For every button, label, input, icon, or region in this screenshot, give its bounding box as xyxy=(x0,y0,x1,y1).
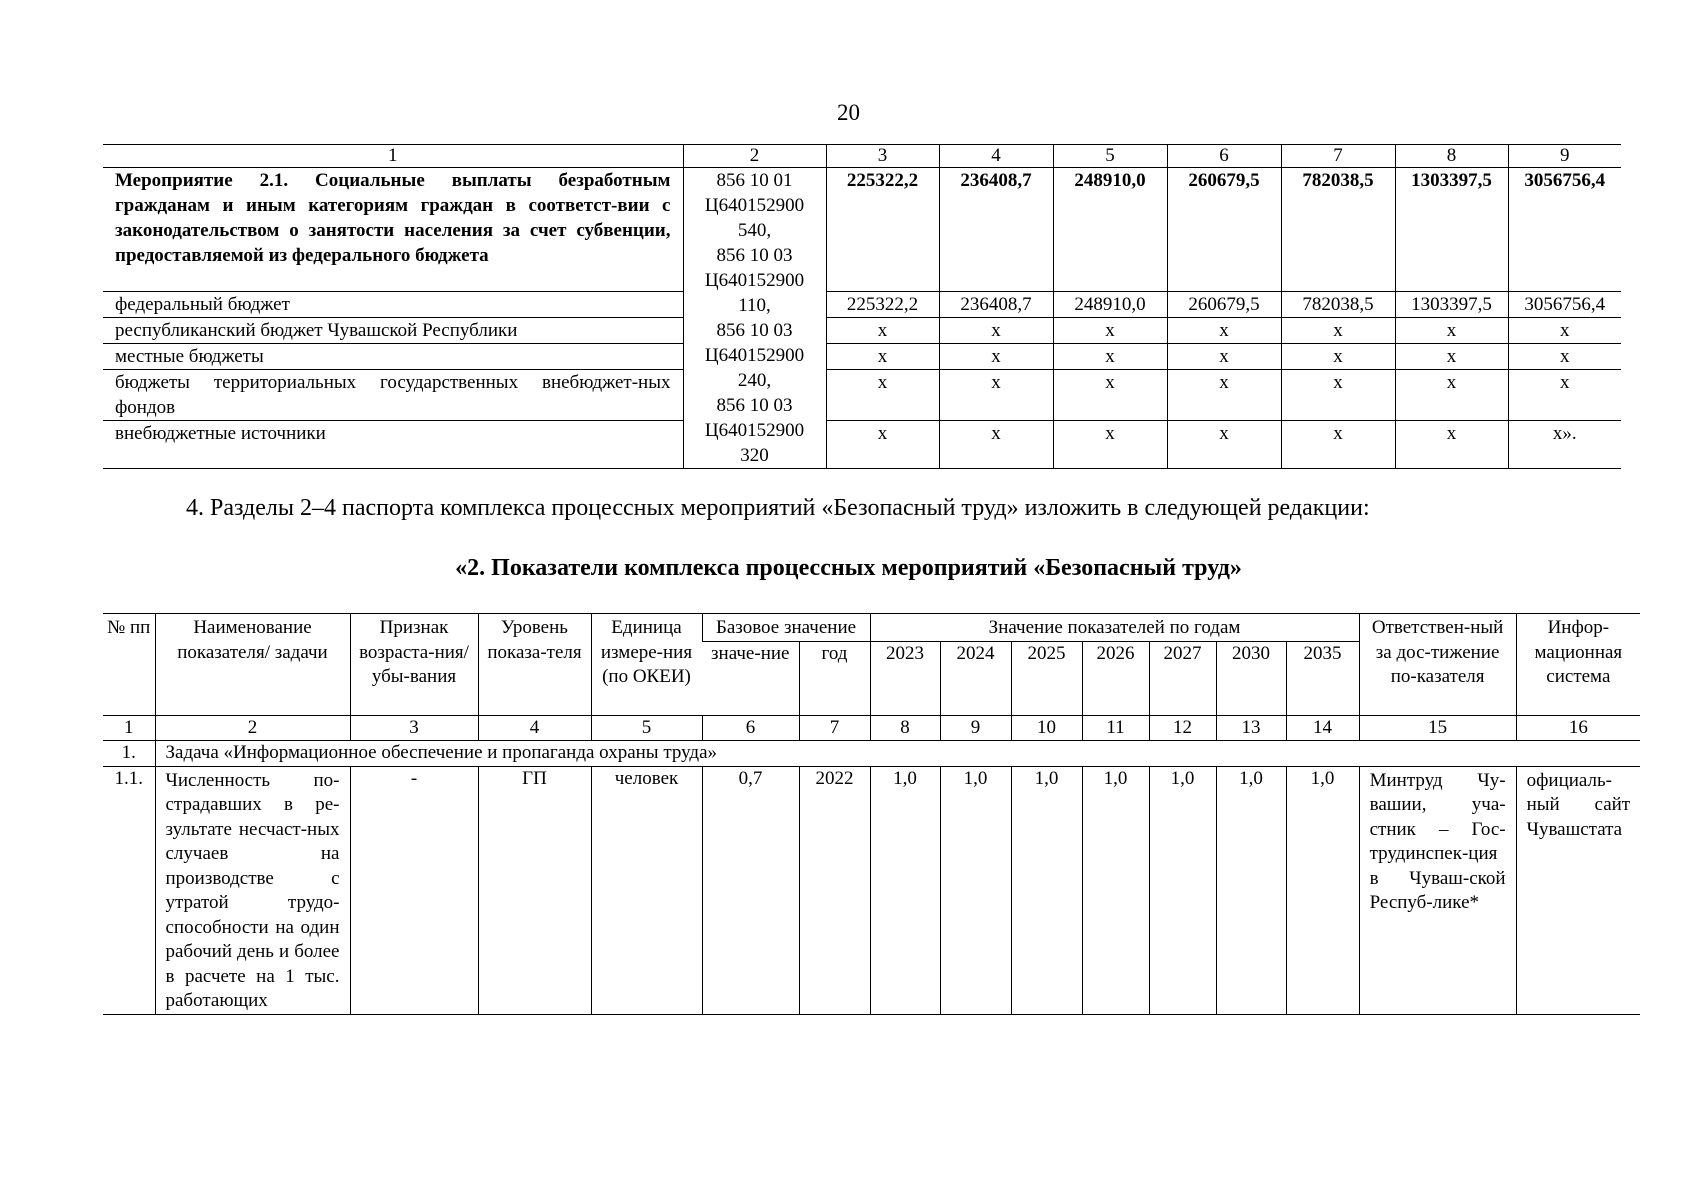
value-cell: x xyxy=(1395,370,1508,421)
code-line: 856 10 01 xyxy=(716,170,793,191)
col-number: 9 xyxy=(940,715,1011,741)
year-value: 1,0 xyxy=(1216,766,1286,1014)
row-label: федеральный бюджет xyxy=(103,292,683,318)
value-cell: 3056756,4 xyxy=(1508,292,1621,318)
year-value: 1,0 xyxy=(1011,766,1082,1014)
year-value: 1,0 xyxy=(1286,766,1359,1014)
table-row xyxy=(103,421,1621,469)
header-unit: Единица измере-ния (по ОКЕИ) xyxy=(591,614,702,716)
code-line: 856 10 03 xyxy=(716,245,793,266)
value-cell: x xyxy=(1167,318,1281,344)
value-cell: x xyxy=(1508,318,1621,344)
code-line: 240, xyxy=(737,370,772,391)
value-cell: 1303397,5 xyxy=(1395,292,1508,318)
col-header: 9 xyxy=(1508,145,1621,168)
col-number: 5 xyxy=(591,715,702,741)
funding-table xyxy=(103,144,1621,469)
value-cell: 260679,5 xyxy=(1167,292,1281,318)
header-sign: Признак возраста-ния/ убы-вания xyxy=(350,614,478,716)
col-number: 1 xyxy=(103,715,155,741)
header-base: Базовое значение xyxy=(702,614,870,642)
column-number-row xyxy=(103,715,1640,741)
row-num: 1.1. xyxy=(103,766,155,1014)
page-number: 20 xyxy=(837,100,860,125)
table-row xyxy=(103,292,1621,318)
base-year: 2022 xyxy=(799,766,870,1014)
header-name: Наименование показателя/ задачи xyxy=(155,614,350,716)
col-number: 10 xyxy=(1011,715,1082,741)
row-label: республиканский бюджет Чувашской Республики xyxy=(103,318,683,344)
value-cell: 782038,5 xyxy=(1281,292,1395,318)
header-system: Инфор-мационная система xyxy=(1516,614,1640,716)
value-cell: 782038,5 xyxy=(1281,168,1395,292)
value-cell: x xyxy=(1053,344,1167,370)
value-cell: x xyxy=(1281,370,1395,421)
col-header: 7 xyxy=(1281,145,1395,168)
value-cell: x xyxy=(1395,344,1508,370)
header-row xyxy=(103,614,1640,642)
code-line: Ц640152900 xyxy=(704,345,805,366)
task-text: Задача «Информационное обеспечение и пропаганда охраны труда» xyxy=(155,741,1640,767)
value-cell: x xyxy=(1167,421,1281,469)
table-row xyxy=(103,370,1621,421)
value-cell: x xyxy=(826,344,939,370)
value-cell: x xyxy=(939,318,1053,344)
row-label: бюджеты территориальных государственных внебюджет-ных фондов xyxy=(103,370,683,421)
value-cell: x xyxy=(1281,318,1395,344)
value-cell: x». xyxy=(1508,421,1621,469)
col-number: 16 xyxy=(1516,715,1640,741)
budget-codes xyxy=(683,168,826,469)
task-row xyxy=(103,741,1640,767)
value-cell: 248910,0 xyxy=(1053,168,1167,292)
header-year: 2030 xyxy=(1216,641,1286,715)
value-cell: x xyxy=(1053,318,1167,344)
code-line: Ц640152900 xyxy=(704,270,805,291)
value-cell: x xyxy=(1053,421,1167,469)
value-cell: 225322,2 xyxy=(826,168,939,292)
value-cell: x xyxy=(1281,421,1395,469)
col-header: 1 xyxy=(103,145,683,168)
amendment-paragraph: 4. Разделы 2–4 паспорта комплекса процессных мероприятий «Безопасный труд» изложить в следующей редакции: xyxy=(186,495,1370,521)
base-value: 0,7 xyxy=(702,766,799,1014)
row-label: внебюджетные источники xyxy=(103,421,683,469)
value-cell: x xyxy=(826,370,939,421)
code-line: Ц640152900 xyxy=(704,195,805,216)
indicators-table xyxy=(103,613,1640,1015)
table-header-row xyxy=(103,145,1621,168)
value-cell: x xyxy=(1508,370,1621,421)
task-num: 1. xyxy=(103,741,155,767)
responsible-party: Минтруд Чу-вашии, уча-стник – Гос-трудинспек-ция в Чуваш-ской Респуб-лике* xyxy=(1359,766,1516,1014)
table-row xyxy=(103,168,1621,292)
year-value: 1,0 xyxy=(1082,766,1149,1014)
value-cell: x xyxy=(826,318,939,344)
value-cell: x xyxy=(1167,370,1281,421)
year-value: 1,0 xyxy=(940,766,1011,1014)
col-header: 3 xyxy=(826,145,939,168)
code-line: 856 10 03 xyxy=(716,395,793,416)
col-header: 4 xyxy=(939,145,1053,168)
col-header: 5 xyxy=(1053,145,1167,168)
header-num: № пп xyxy=(103,614,155,716)
col-number: 2 xyxy=(155,715,350,741)
value-cell: x xyxy=(939,344,1053,370)
header-year: 2026 xyxy=(1082,641,1149,715)
code-line: 856 10 03 xyxy=(716,320,793,341)
header-year: 2027 xyxy=(1149,641,1216,715)
col-header: 6 xyxy=(1167,145,1281,168)
value-cell: x xyxy=(1167,344,1281,370)
value-cell: x xyxy=(939,370,1053,421)
col-number: 12 xyxy=(1149,715,1216,741)
col-number: 11 xyxy=(1082,715,1149,741)
code-line: 320 xyxy=(740,445,769,466)
header-year: 2025 xyxy=(1011,641,1082,715)
value-cell: x xyxy=(1053,370,1167,421)
value-cell: 1303397,5 xyxy=(1395,168,1508,292)
value-cell: 3056756,4 xyxy=(1508,168,1621,292)
indicator-unit: человек xyxy=(591,766,702,1014)
code-line: 110, xyxy=(738,295,771,316)
col-number: 14 xyxy=(1286,715,1359,741)
header-level: Уровень показа-теля xyxy=(478,614,591,716)
code-line: 540, xyxy=(737,220,772,241)
col-number: 13 xyxy=(1216,715,1286,741)
value-cell: 225322,2 xyxy=(826,292,939,318)
value-cell: x xyxy=(939,421,1053,469)
value-cell: 248910,0 xyxy=(1053,292,1167,318)
indicator-level: ГП xyxy=(478,766,591,1014)
information-system: официаль-ный сайт Чувашстата xyxy=(1516,766,1640,1014)
value-cell: x xyxy=(1281,344,1395,370)
col-header: 2 xyxy=(683,145,826,168)
table-row xyxy=(103,318,1621,344)
value-cell: x xyxy=(826,421,939,469)
header-year: 2024 xyxy=(940,641,1011,715)
value-cell: x xyxy=(1395,318,1508,344)
value-cell: x xyxy=(1508,344,1621,370)
code-line: Ц640152900 xyxy=(704,420,805,441)
year-value: 1,0 xyxy=(1149,766,1216,1014)
header-years-group: Значение показателей по годам xyxy=(870,614,1359,642)
table-row xyxy=(103,344,1621,370)
section-heading: «2. Показатели комплекса процессных мероприятий «Безопасный труд» xyxy=(455,555,1242,581)
header-year: 2023 xyxy=(870,641,940,715)
indicator-name: Численность по-страдавших в ре-зультате несчаст-ных случаев на производстве с утратой трудо-способности на один рабочий день и более в расчете на 1 тыс. работающих xyxy=(155,766,350,1014)
indicator-sign: - xyxy=(350,766,478,1014)
col-header: 8 xyxy=(1395,145,1508,168)
col-number: 15 xyxy=(1359,715,1516,741)
value-cell: x xyxy=(1395,421,1508,469)
header-base-year: год xyxy=(799,641,870,715)
value-cell: 236408,7 xyxy=(939,168,1053,292)
col-number: 8 xyxy=(870,715,940,741)
year-value: 1,0 xyxy=(870,766,940,1014)
measure-label: Мероприятие 2.1. Социальные выплаты безработным гражданам и иным категориям граждан в соответст-вии с законодательством о занятости населения за счет субвенции, предоставляемой из федерального бюджета xyxy=(103,168,683,292)
col-number: 7 xyxy=(799,715,870,741)
value-cell: 260679,5 xyxy=(1167,168,1281,292)
col-number: 4 xyxy=(478,715,591,741)
value-cell: 236408,7 xyxy=(939,292,1053,318)
header-responsible: Ответствен-ный за дос-тижение по-казателя xyxy=(1359,614,1516,716)
header-base-value: значе-ние xyxy=(702,641,799,715)
col-number: 6 xyxy=(702,715,799,741)
col-number: 3 xyxy=(350,715,478,741)
table-row xyxy=(103,766,1640,1014)
header-year: 2035 xyxy=(1286,641,1359,715)
row-label: местные бюджеты xyxy=(103,344,683,370)
